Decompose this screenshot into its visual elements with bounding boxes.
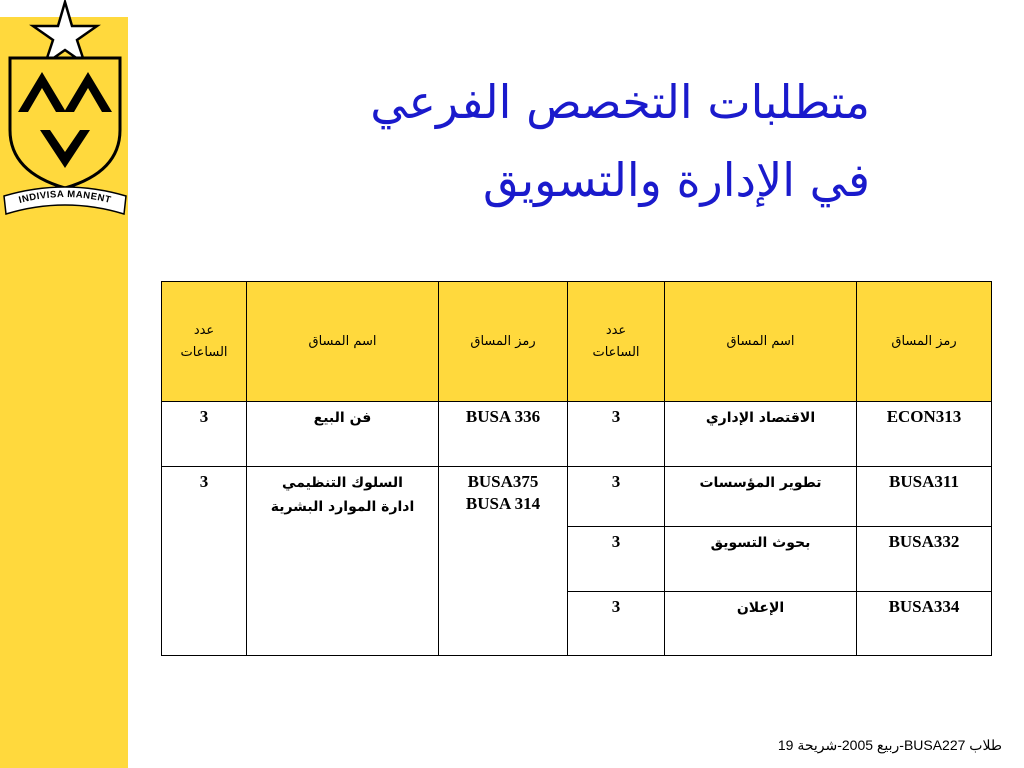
header-name-right: اسم المساق [665, 282, 857, 402]
table-row [162, 402, 992, 467]
header-hours-right: عدد الساعات [568, 282, 665, 402]
course-name: السلوك التنظيمي ادارة الموارد البشرية [247, 467, 439, 656]
course-code: ECON313 [857, 402, 992, 467]
course-hours: 3 [162, 402, 247, 467]
course-hours: 3 [568, 402, 665, 467]
course-name: الاقتصاد الإداري [665, 402, 857, 467]
star-icon [33, 2, 97, 64]
course-code: BUSA 336 [439, 402, 568, 467]
course-hours: 3 [162, 467, 247, 656]
header-hours-left: عدد الساعات [162, 282, 247, 402]
crest-logo [0, 0, 130, 222]
header-name-left: اسم المساق [247, 282, 439, 402]
table-row [162, 467, 992, 527]
course-hours: 3 [568, 527, 665, 591]
table-header-row [162, 282, 992, 402]
course-name: بحوث التسويق [665, 527, 857, 591]
course-hours: 3 [568, 591, 665, 655]
course-code: BUSA334 [857, 591, 992, 655]
crest-motto: INDIVISA MANENT [17, 188, 113, 207]
course-name: فن البيع [247, 402, 439, 467]
course-code: BUSA375 BUSA 314 [439, 467, 568, 656]
header-code-left: رمز المساق [439, 282, 568, 402]
shield-icon [10, 58, 120, 188]
page-title-line1: متطلبات التخصص الفرعي [370, 75, 870, 129]
header-code-right: رمز المساق [857, 282, 992, 402]
course-name: الإعلان [665, 591, 857, 655]
page-title-line2: في الإدارة والتسويق [482, 153, 870, 207]
course-code: BUSA332 [857, 527, 992, 591]
slide-footer: طلاب BUSA227-ربيع 2005-شريحة 19 [777, 737, 1002, 753]
courses-table [161, 281, 992, 656]
course-hours: 3 [568, 467, 665, 527]
course-name: تطوير المؤسسات [665, 467, 857, 527]
course-code: BUSA311 [857, 467, 992, 527]
